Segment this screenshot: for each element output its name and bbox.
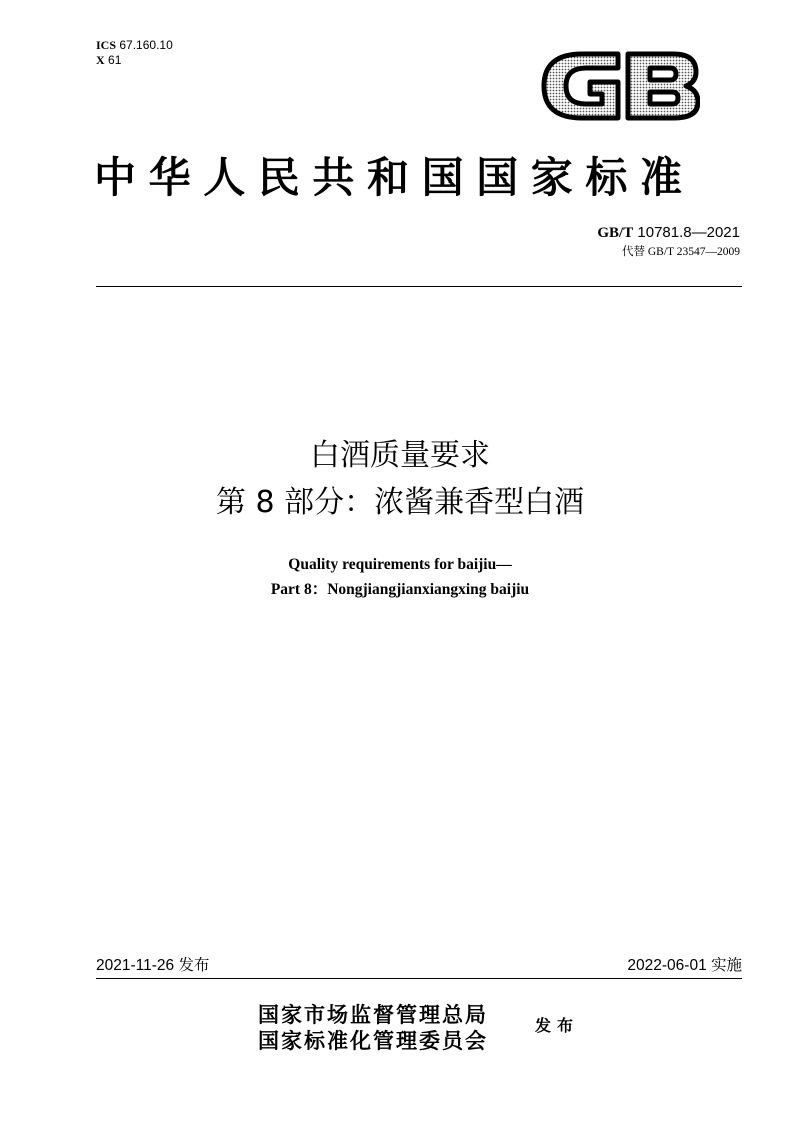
issuer-line1: 国家市场监督管理总局: [258, 1002, 488, 1027]
standard-number: [597, 224, 740, 242]
publish-label: 发布: [535, 1016, 580, 1035]
title-en-line2: Part 8：Nongjiangjianxiangxing baijiu: [270, 581, 530, 598]
issuing-authorities: [258, 1002, 488, 1054]
ics-label: ICS: [96, 38, 117, 52]
ccs-code: 61: [108, 53, 122, 67]
gb-logo: [540, 44, 700, 128]
issue-date: 2021-11-26 发布: [96, 957, 210, 974]
classification-codes: [96, 38, 173, 68]
replaces-number: GB/T 23547—2009: [647, 246, 740, 258]
ccs-label: X: [96, 53, 105, 67]
ics-line: [96, 38, 173, 53]
title-cn-line2: 第 8 部分：浓酱兼香型白酒: [215, 485, 585, 520]
replaces-line: [622, 244, 740, 259]
issuer-line2: 国家标准化管理委员会: [258, 1028, 488, 1053]
national-standard-title: 中华人民共和国国家标准: [94, 153, 695, 202]
standard-prefix: GB/T: [597, 225, 634, 241]
top-divider: [96, 286, 742, 287]
standard-code: 10781.8—2021: [637, 224, 740, 241]
replaces-label: 代替: [622, 244, 645, 258]
implementation-date: 2022-06-01 实施: [627, 957, 742, 974]
bottom-divider: [96, 978, 742, 979]
title-en-line1: Quality requirements for baijiu—: [288, 556, 512, 573]
ccs-line: [96, 53, 173, 68]
gb-logo-icon: [540, 44, 700, 128]
ics-code: 67.160.10: [119, 38, 173, 52]
title-cn-line1: 白酒质量要求: [310, 438, 490, 473]
